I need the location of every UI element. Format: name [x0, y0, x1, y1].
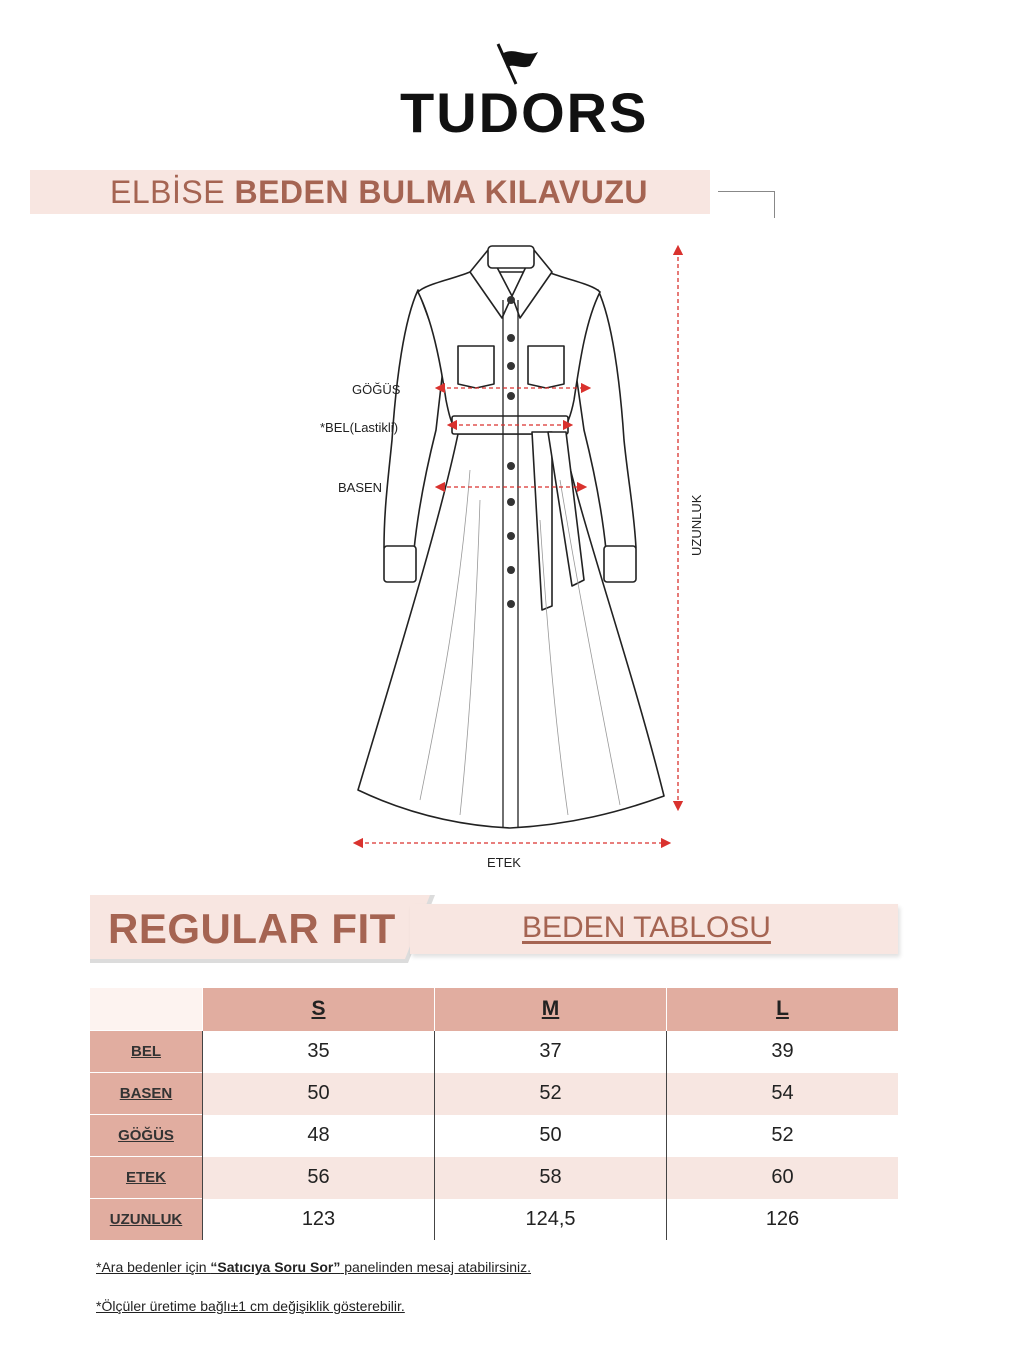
column-header-s: S — [203, 988, 435, 1031]
row-label: GÖĞÜS — [90, 1115, 203, 1157]
table-cell: 52 — [435, 1073, 667, 1115]
table-cell: 126 — [667, 1199, 899, 1241]
column-header-l: L — [667, 988, 899, 1031]
note1-bold: “Satıcıya Soru Sor” — [210, 1259, 341, 1275]
size-table — [90, 988, 898, 1240]
note-tolerance: *Ölçüler üretime bağlı±1 cm değişiklik gösterebilir. — [96, 1298, 405, 1314]
label-bel: *BEL(Lastikli) — [320, 420, 399, 435]
label-gogus: GÖĞÜS — [352, 382, 401, 397]
row-label: BASEN — [90, 1073, 203, 1115]
table-cell: 50 — [435, 1115, 667, 1157]
left-cuff — [384, 546, 416, 582]
label-uzunluk: UZUNLUK — [689, 494, 704, 556]
table-cell: 60 — [667, 1157, 899, 1199]
table-row — [90, 1115, 898, 1157]
table-cell: 39 — [667, 1031, 899, 1073]
note1-before: *Ara bedenler için — [96, 1259, 211, 1275]
brand-name: TUDORS — [400, 81, 649, 144]
note-intermediate-sizes — [96, 1259, 531, 1275]
table-row — [90, 1031, 898, 1073]
table-cell: 35 — [203, 1031, 435, 1073]
left-pocket — [458, 346, 494, 388]
collar-stand — [488, 246, 534, 268]
table-title: BEDEN TABLOSU — [522, 911, 771, 944]
brand-logo — [400, 40, 649, 144]
table-cell: 48 — [203, 1115, 435, 1157]
table-corner-cell — [90, 988, 203, 1031]
label-basen: BASEN — [338, 480, 383, 495]
note1-after: panelinden mesaj atabilirsiniz. — [340, 1259, 532, 1275]
dress-measurement-diagram — [300, 236, 740, 876]
table-cell: 54 — [667, 1073, 899, 1115]
table-cell: 50 — [203, 1073, 435, 1115]
table-cell: 37 — [435, 1031, 667, 1073]
table-row — [90, 1199, 898, 1241]
row-label: ETEK — [90, 1157, 203, 1199]
table-row — [90, 1073, 898, 1115]
decorative-corner-line — [718, 191, 775, 218]
guide-title-bold: BEDEN BULMA KILAVUZU — [234, 174, 648, 210]
right-pocket — [528, 346, 564, 388]
table-cell: 124,5 — [435, 1199, 667, 1241]
row-label: BEL — [90, 1031, 203, 1073]
label-etek: ETEK — [487, 855, 521, 870]
table-row — [90, 1157, 898, 1199]
table-header-row — [90, 988, 898, 1031]
table-cell: 56 — [203, 1157, 435, 1199]
guide-title — [110, 172, 648, 212]
column-header-m: M — [435, 988, 667, 1031]
table-cell: 123 — [203, 1199, 435, 1241]
fit-label: REGULAR FIT — [108, 905, 396, 952]
guide-title-light: ELBİSE — [110, 174, 235, 210]
table-cell: 52 — [667, 1115, 899, 1157]
right-cuff — [604, 546, 636, 582]
table-cell: 58 — [435, 1157, 667, 1199]
row-label: UZUNLUK — [90, 1199, 203, 1241]
